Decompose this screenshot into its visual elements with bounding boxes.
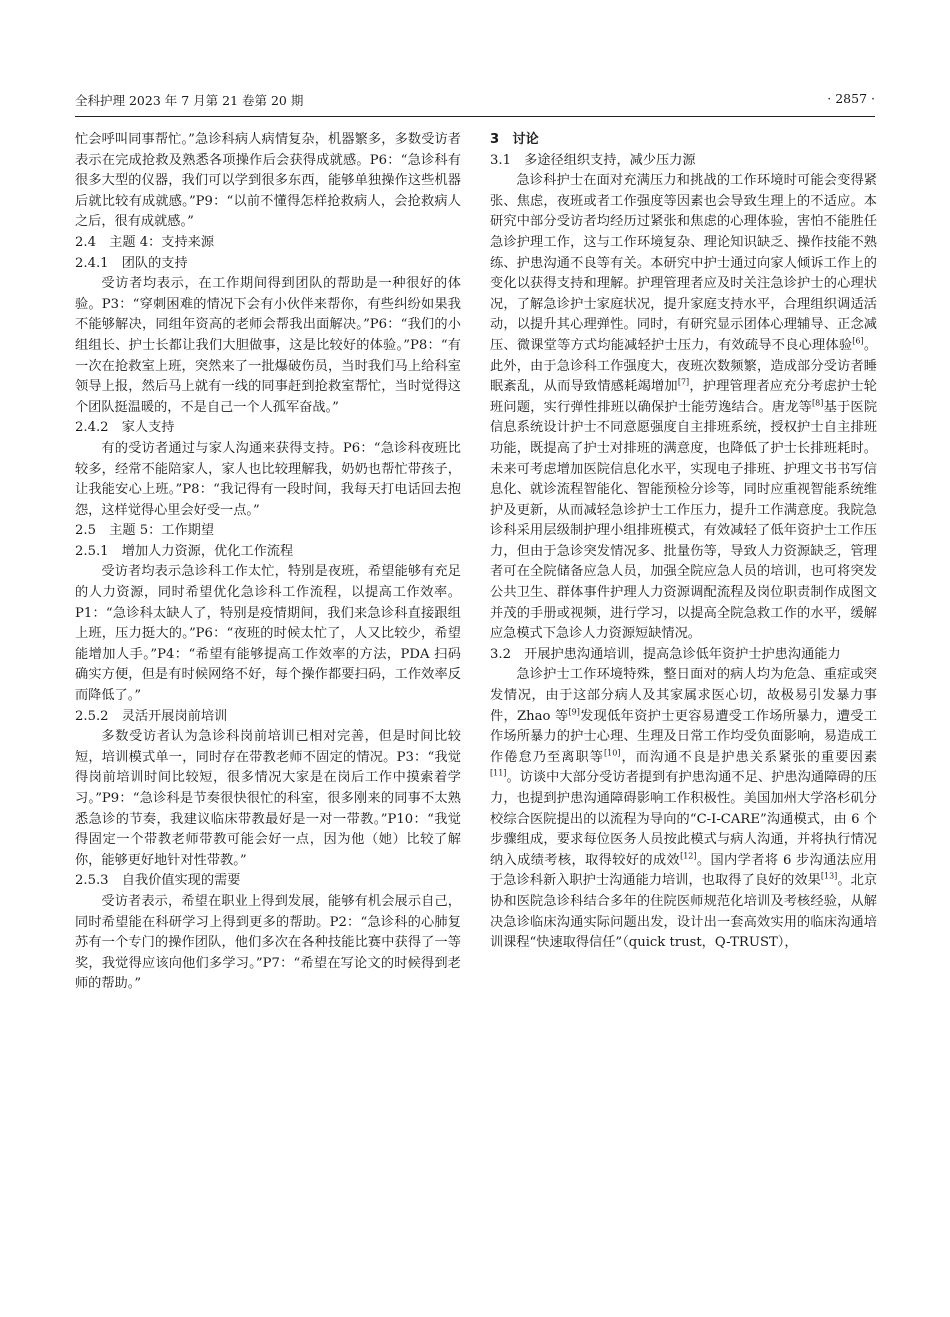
citation-ref: [6] [852, 336, 864, 346]
citation-ref: [7] [677, 377, 690, 387]
citation-ref: [8] [812, 398, 824, 408]
paragraph: 多数受访者认为急诊科岗前培训已相对完善，但是时间比较短，培训模式单一，同时存在带教老师不固定的情况。P3：“我觉得岗前培训时间比较短，很多情况大家是在岗后工作中摸索着学习。”P9：“急诊科是节奏很快很忙的科室，很多刚来的同事不太熟悉急诊的节奏，我建议临床带教最好是一对一带教。”P10：“我觉得固定一个带教老师带教可能会好一点，因为他（她）比较了解你，能够更好地针对性带教。” [75, 729, 461, 868]
paragraph: 忙会呼叫同事帮忙。”急诊科病人病情复杂，机器繁多，多数受访者表示在完成抢救及熟悉各项操作后会获得成就感。P6：“急诊科有很多大型的仪器，我们可以学到很多东西，能够单独操作这些机器后就比较有成就感。”P9：“以前不懂得怎样抢救病人，会抢救病人之后，很有成就感。” [75, 132, 461, 230]
page-number: · 2857 · [827, 91, 875, 106]
citation-ref: [11] [490, 769, 507, 779]
section-heading: 3 讨论 [490, 132, 539, 147]
section-heading: 2.5 主题 5：工作期望 [75, 523, 215, 539]
paragraph: 受访者均表示急诊科工作太忙，特别是夜班，希望能够有充足的人力资源，同时希望优化急诊科工作流程，以提高工作效率。P1：“急诊科太缺人了，特别是疫情期间，我们来急诊科直接跟组上班，压力挺大的。”P6：“夜班的时候太忙了，人又比较少，希望能增加人手。”P4：“希望有能够提高工作效率的方法，PDA 扫码确实方便，但是有时候网络不好，每个操作都要扫码，工作效率反而降低了。” [75, 564, 461, 704]
paragraph: 受访者均表示，在工作期间得到团队的帮助是一种很好的体验。P3：“穿刺困难的情况下会有小伙伴来帮你，有些纠纷如果我不能够解决，同组年资高的老师会帮我出面解决。”P6：“我们的小组组长、护士长都让我们大胆做事，这是比较好的体验。”P8：“有一次在抢救室上班，突然来了一批爆破伤员，当时我们马上给科室领导上报，然后马上就有一线的同事赶到抢救室帮忙，当时觉得这个团队挺温暖的，不是自己一个人孤军奋战。” [75, 276, 461, 415]
section-heading: 2.5.2 灵活开展岗前培训 [75, 708, 228, 724]
section-heading: 2.4 主题 4：支持来源 [75, 234, 215, 250]
section-heading: 3.1 多途径组织支持，减少压力源 [490, 152, 696, 168]
citation-ref: [9] [568, 707, 580, 717]
paragraph: 受访者表示，希望在职业上得到发展，能够有机会展示自己，同时希望能在科研学习上得到更多的帮助。P2：“急诊科的心肺复苏有一个专门的操作团队，他们多次在各种技能比赛中获得了一等奖，我觉得应该向他们多学习。”P7：“希望在写论文的时候得到老师的帮助。” [75, 893, 461, 992]
section-heading: 3.2 开展护患沟通培训，提高急诊低年资护士护患沟通能力 [490, 646, 841, 662]
citation-ref: [10] [604, 748, 621, 758]
section-heading: 2.5.3 自我价值实现的需要 [75, 873, 241, 889]
section-heading: 2.4.2 家人支持 [75, 420, 175, 436]
journal-citation: 全科护理 2023 年 7 月第 21 卷第 20 期 [75, 93, 304, 108]
citation-ref: [12] [680, 851, 697, 861]
right-column [490, 130, 877, 954]
citation-ref: [13] [820, 871, 838, 881]
paragraph: 有的受访者通过与家人沟通来获得支持。P6：“急诊科夜班比较多，经常不能陪家人，家人也比较理解我，奶奶也帮忙带孩子，让我能安心上班。”P8：“我记得有一段时间，我每天打电话回去抱怨，这样觉得心里会好受一点。” [75, 440, 461, 518]
section-heading: 2.4.1 团队的支持 [75, 255, 188, 271]
running-header [75, 86, 875, 117]
section-heading: 2.5.1 增加人力资源，优化工作流程 [75, 543, 294, 559]
left-column [75, 130, 461, 995]
paragraph: 急诊护士工作环境特殊，整日面对的病人均为危急、重症或突发情况，由于这部分病人及其家属求医心切，故极易引发暴力事件，Zhao 等[9]发现低年资护士更容易遭受工作场所暴力，遭受工作场所暴力的护士心理、生理及日常工作均受负面影响，易造成工作倦怠乃至离职等[10]，而沟通不良是护患关系紧张的重要因素[11]。访谈中大部分受访者提到有护患沟通不足、护患沟通障碍的压力，也提到护患沟通障碍影响工作积极性。美国加州大学洛杉矶分校综合医院提出的以流程为导向的“C-I-CARE”沟通模式，由 6 个步骤组成，要求每位医务人员按此模式与病人沟通，并将执行情况纳入成绩考核，取得较好的成效[12]。国内学者将 6 步沟通法应用于急诊科新入职护士沟通能力培训，也取得了良好的效果[13]。北京协和医院急诊科结合多年的住院医师规范化培训及考核经验，从解决急诊临床沟通实际问题出发，设计出一套高效实用的临床沟通培训课程“快速取得信任”（quick trust，Q-TRUST）， [490, 667, 877, 951]
paragraph: 急诊科护士在面对充满压力和挑战的工作环境时可能会变得紧张、焦虑，夜班或者工作强度等因素也会导致生理上的不适应。本研究中部分受访者均经历过紧张和焦虑的心理体验，害怕不能胜任急诊护理工作，这与工作环境复杂、理论知识缺乏、操作技能不熟练、护患沟通不良等有关。本研究中护士通过向家人倾诉工作上的变化以获得支持和理解。护理管理者应及时关注急诊护士的心理状况，了解急诊护士家庭状况，提升家庭支持水平，合理组织调适活动，以提升其心理弹性。同时，有研究显示团体心理辅导、正念减压、微课堂等方式均能减轻护士压力，有效疏导不良心理体验[6]。此外，由于急诊科工作强度大，夜班次数频繁，造成部分受访者睡眠紊乱，从而导致情感耗竭增加[7]，护理管理者应充分考虑护士轮班问题，实行弹性排班以确保护士能劳逸结合。唐龙等[8]基于医院信息系统设计护士不同意愿强度自主排班系统，授权护士自主排班功能，既提高了护士对排班的满意度，也降低了护士长排班耗时。未来可考虑增加医院信息化水平，实现电子排班、护理文书书写信息化、就诊流程智能化、智能预检分诊等，同时应重视智能系统维护及更新，从而减轻急诊护士工作压力，提升工作满意度。我院急诊科采用层级制护理小组排班模式，有效减轻了低年资护士工作压力，但由于急诊突发情况多、批量伤等，导致人力资源缺乏，管理者可在全院储备应急人员，加强全院应急人员的培训，也可将突发公共卫生、群体事件护理人力资源调配流程及岗位职责制作成图文并茂的手册或视频，进行学习，以提高全院急救工作的水平，缓解应急模式下急诊人力资源短缺情况。 [490, 173, 877, 642]
